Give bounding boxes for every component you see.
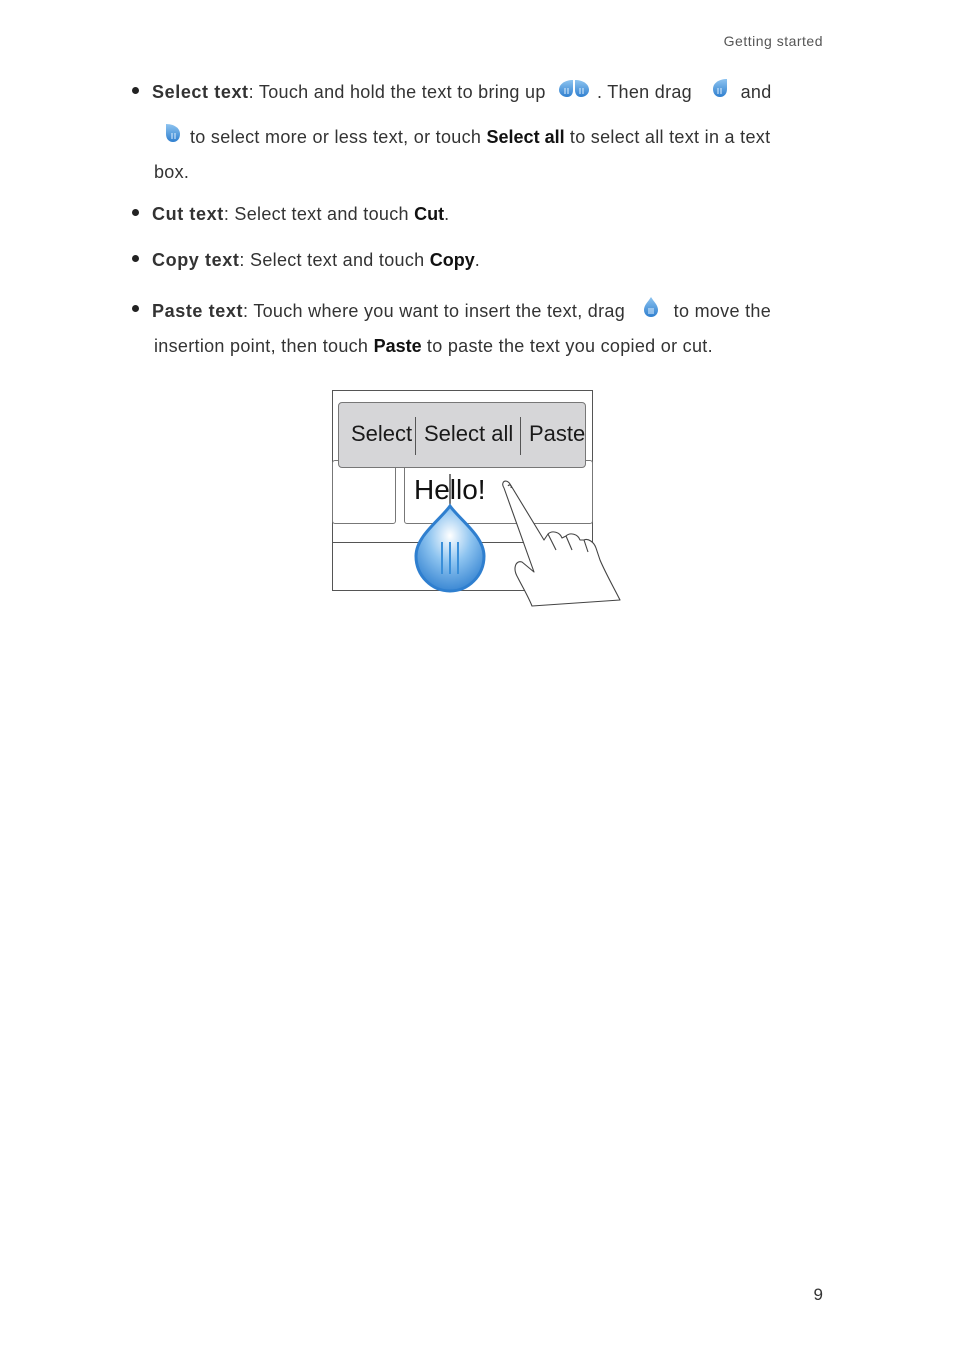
item-text: to select all text in a text: [569, 127, 771, 147]
menu-item-select-all[interactable]: Select all: [424, 421, 514, 446]
ui-label-cut: Cut: [414, 204, 445, 224]
item-text: .: [474, 250, 481, 270]
ui-label-copy: Copy: [429, 250, 475, 270]
list-item-select-text: [152, 80, 772, 106]
item-text: insertion point, then touch: [154, 336, 369, 356]
item-text: to select more or less text, or touch: [190, 127, 482, 147]
bullet: [132, 87, 139, 94]
ui-label-paste: Paste: [373, 336, 422, 356]
item-text: box.: [154, 162, 190, 182]
list-item-cut-text: [152, 202, 449, 226]
bullet: [132, 209, 139, 216]
field-text-value: Hello!: [414, 474, 486, 505]
item-text: to move the: [673, 300, 772, 321]
term-select-text: Select text: [152, 82, 249, 102]
item-text: to paste the text you copied or cut.: [426, 336, 713, 356]
selection-handles-icon: [557, 78, 591, 104]
item-text: : Touch and hold the text to bring up: [248, 82, 546, 102]
list-item-select-text-cont: [164, 125, 770, 151]
insertion-handle-icon: [642, 296, 660, 324]
item-text: : Touch where you want to insert the text, drag: [243, 300, 626, 321]
item-text: .: [444, 204, 450, 224]
term-cut-text: Cut text: [152, 204, 224, 224]
menu-item-paste[interactable]: Paste: [529, 421, 586, 446]
list-item-copy-text: [152, 248, 480, 272]
right-handle-icon: [711, 78, 729, 104]
item-text: . Then drag: [596, 82, 692, 102]
list-item-select-text-cont2: [154, 160, 189, 184]
insertion-handle-icon[interactable]: [416, 506, 484, 591]
term-paste-text: Paste text: [152, 300, 244, 321]
list-item-paste-text: [152, 298, 771, 326]
list-item-paste-text-cont: [154, 334, 713, 358]
page-header: Getting started: [723, 33, 823, 49]
bullet: [132, 305, 139, 312]
illustration-graphics: [332, 390, 624, 608]
item-text: : Select text and touch: [239, 250, 425, 270]
ui-label-select-all: Select all: [486, 127, 565, 147]
hand-pointer-icon: [503, 481, 620, 606]
menu-item-select[interactable]: Select: [351, 421, 413, 446]
left-handle-icon: [164, 123, 182, 149]
paste-illustration: [332, 390, 624, 608]
term-copy-text: Copy text: [152, 250, 240, 270]
bullet: [132, 255, 139, 262]
item-text: : Select text and touch: [223, 204, 409, 224]
page-number: 9: [813, 1285, 823, 1304]
item-text: and: [740, 82, 772, 102]
